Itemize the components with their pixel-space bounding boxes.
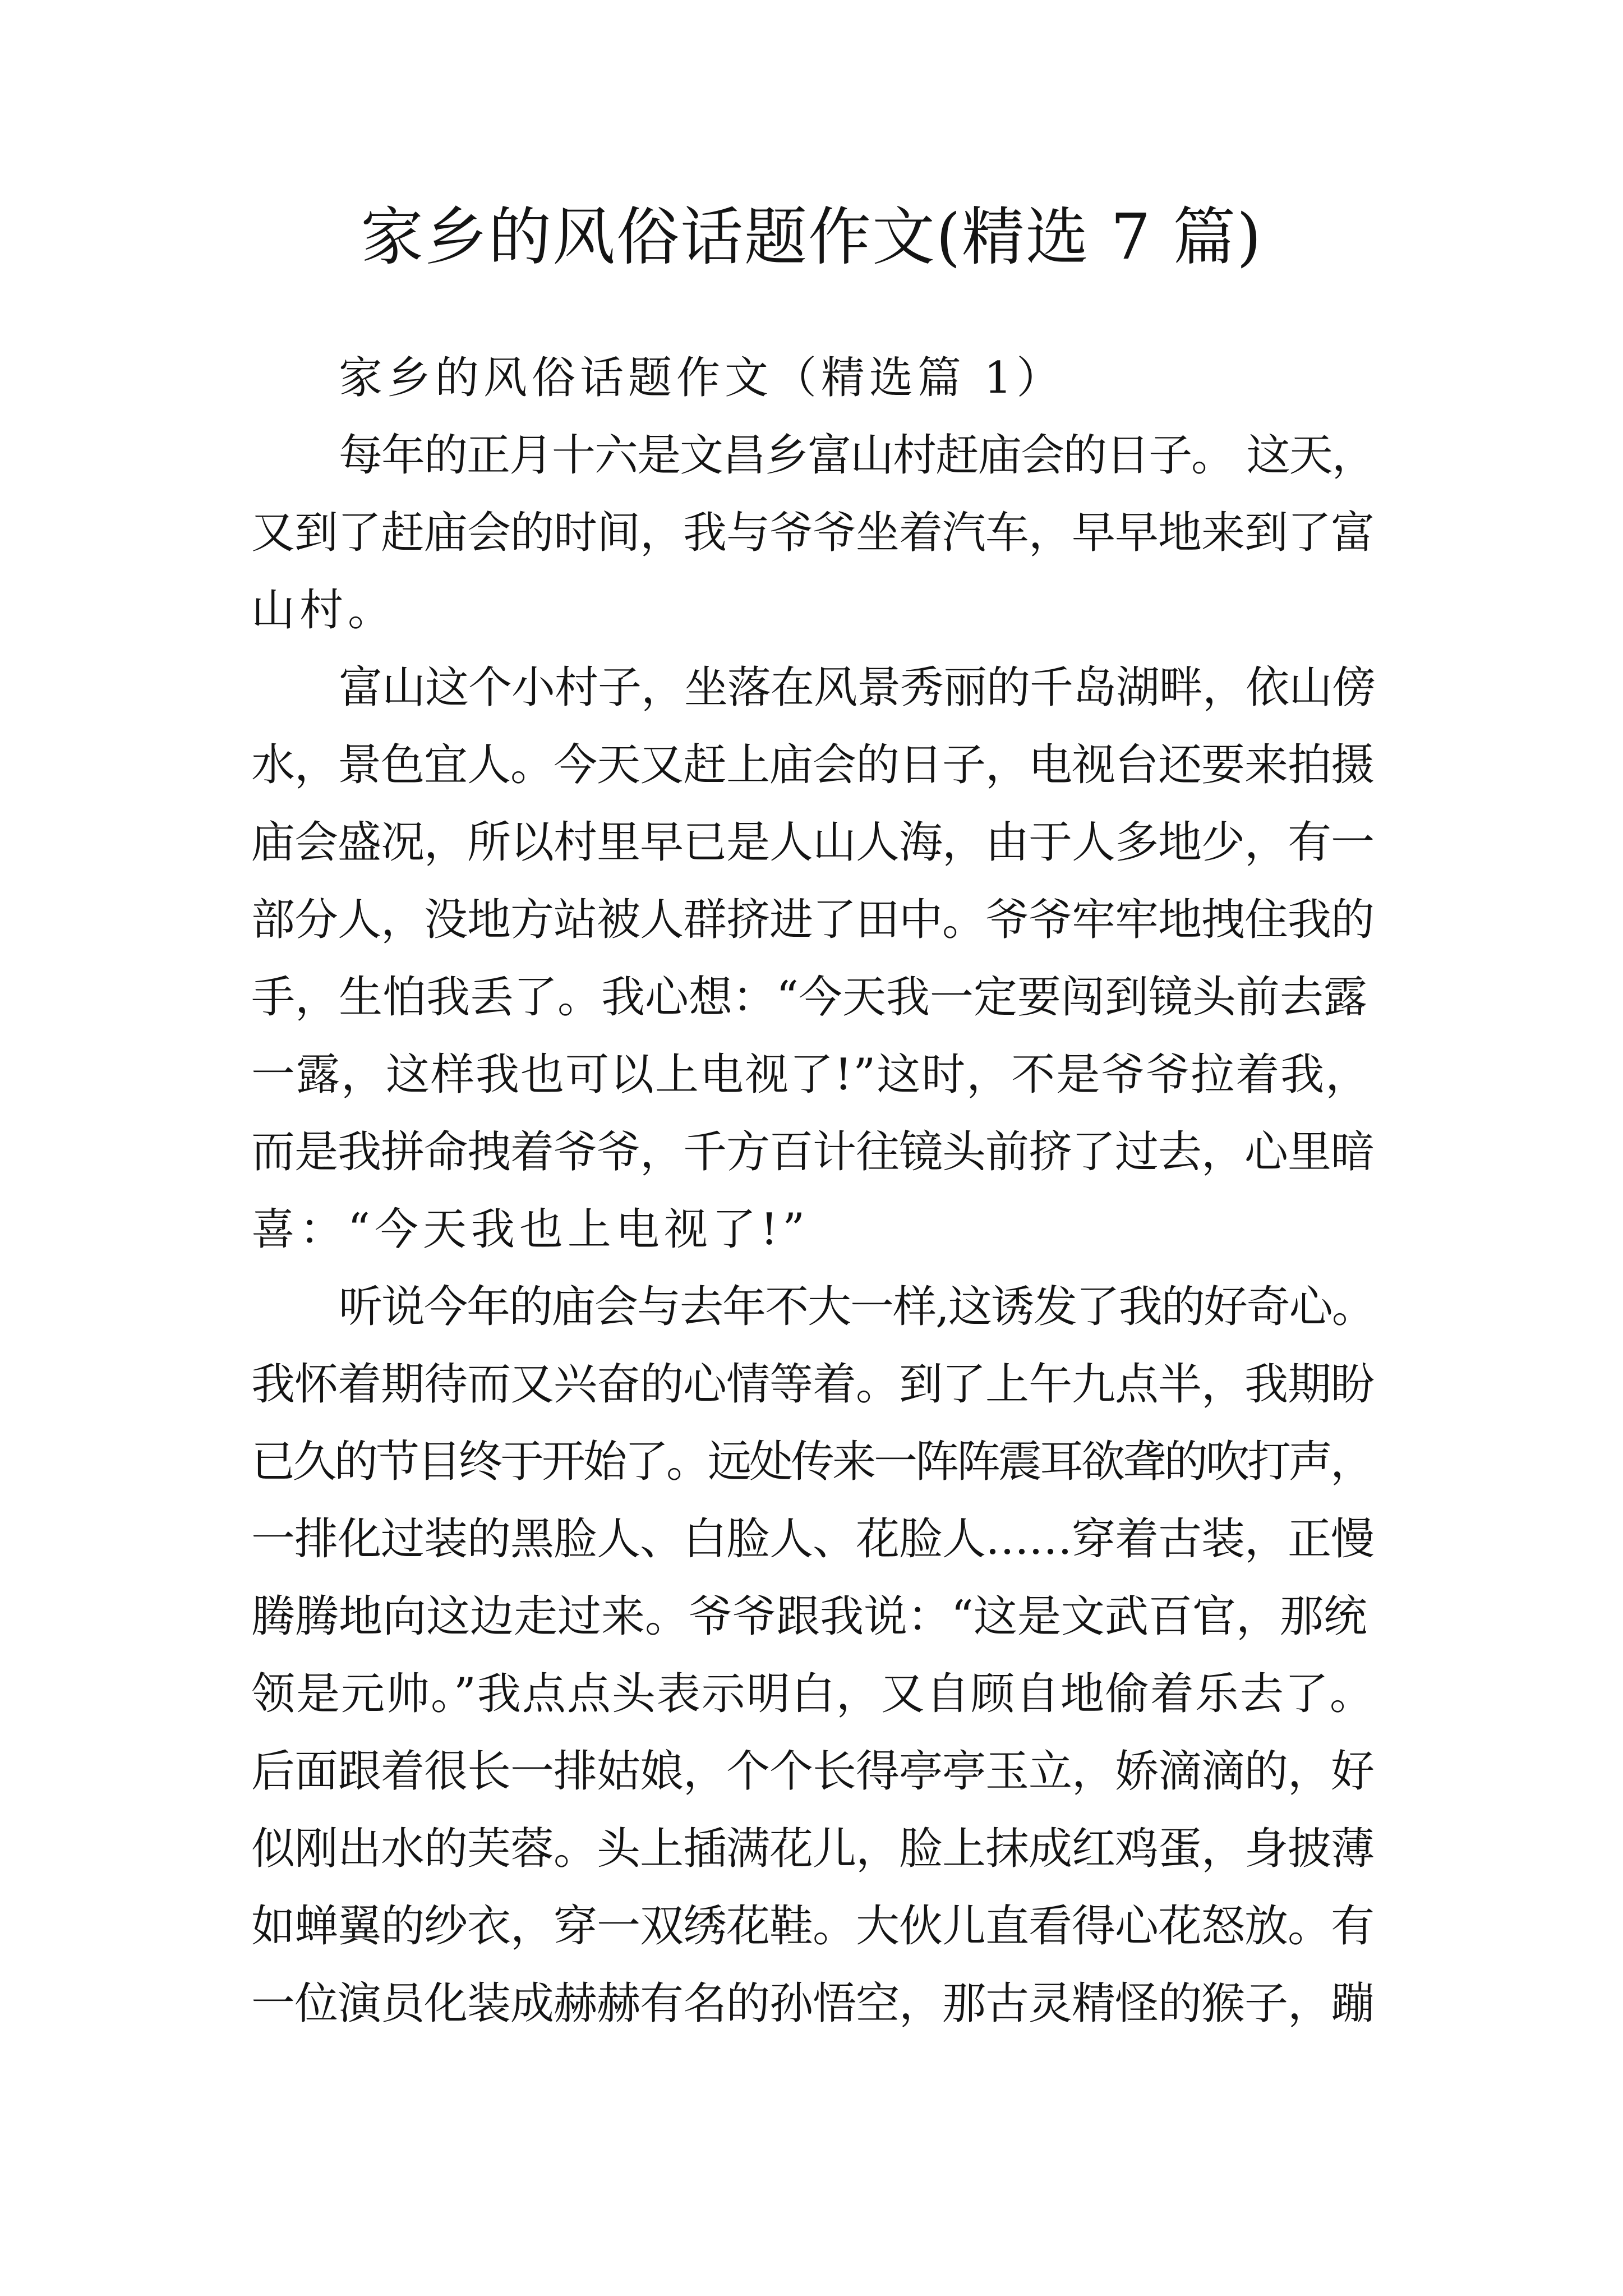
text-line: 一位演员化装成赫赫有名的孙悟空，那古灵精怪的猴子，蹦	[251, 1978, 1375, 2029]
text-line: 一露，这样我也可以上电视了!”这时，不是爷爷拉着我，	[251, 1050, 1371, 1100]
text-line: 如蝉翼的纱衣，穿一双绣花鞋。大伙儿直看得心花怒放。有	[251, 1901, 1375, 1952]
text-line: 庙会盛况，所以村里早已是人山人海，由于人多地少，有一	[251, 817, 1375, 868]
text-line: 领是元帅。”我点点头表示明白，又自顾自地偷着乐去了。	[251, 1669, 1375, 1719]
text-line: 一排化过装的黑脸人、白脸人、花脸人……穿着古装，正慢	[251, 1514, 1375, 1565]
document-body	[251, 339, 1378, 2042]
text-line: 水，景色宜人。今天又赶上庙会的日子，电视台还要来拍摄	[251, 740, 1375, 790]
section-heading: 家乡的风俗话题作文（精选篇 1）	[339, 353, 1065, 403]
text-line: 腾腾地向这边走过来。爷爷跟我说：“这是文武百官，那统	[251, 1591, 1367, 1642]
text-line: 听说今年的庙会与去年不大一样,这诱发了我的好奇心。	[339, 1282, 1375, 1332]
text-line: 而是我拼命拽着爷爷，千方百计往镜头前挤了过去，心里暗	[251, 1127, 1375, 1177]
text-line: 我怀着期待而又兴奋的心情等着。到了上午九点半，我期盼	[251, 1359, 1375, 1410]
text-line: 后面跟着很长一排姑娘，个个长得亭亭玉立，娇滴滴的，好	[251, 1746, 1375, 1797]
text-line: 似刚出水的芙蓉。头上插满花儿，脸上抹成红鸡蛋，身披薄	[251, 1824, 1375, 1874]
text-line: 富山这个小村子，坐落在风景秀丽的千岛湖畔，依山傍	[339, 662, 1376, 713]
text-line: 每年的正月十六是文昌乡富山村赶庙会的日子。 这天，	[339, 430, 1375, 481]
text-line: 山村。	[251, 585, 396, 636]
text-line: 又到了赶庙会的时间，我与爷爷坐着汽车，早早地来到了富	[251, 508, 1375, 558]
document-title: 家乡的风俗话题作文(精选 7 篇)	[361, 201, 1262, 274]
text-line: 喜：“今天我也上电视了!”	[251, 1204, 810, 1255]
text-line: 已久的节目终于开始了。远处传来一阵阵震耳欲聋的吹打声，	[251, 1437, 1372, 1487]
text-line: 部分人，没地方站被人群挤进了田中。爷爷牢牢地拽住我的	[251, 895, 1375, 945]
text-line: 手，生怕我丢了。我心想：“今天我一定要闯到镜头前去露	[251, 972, 1367, 1023]
